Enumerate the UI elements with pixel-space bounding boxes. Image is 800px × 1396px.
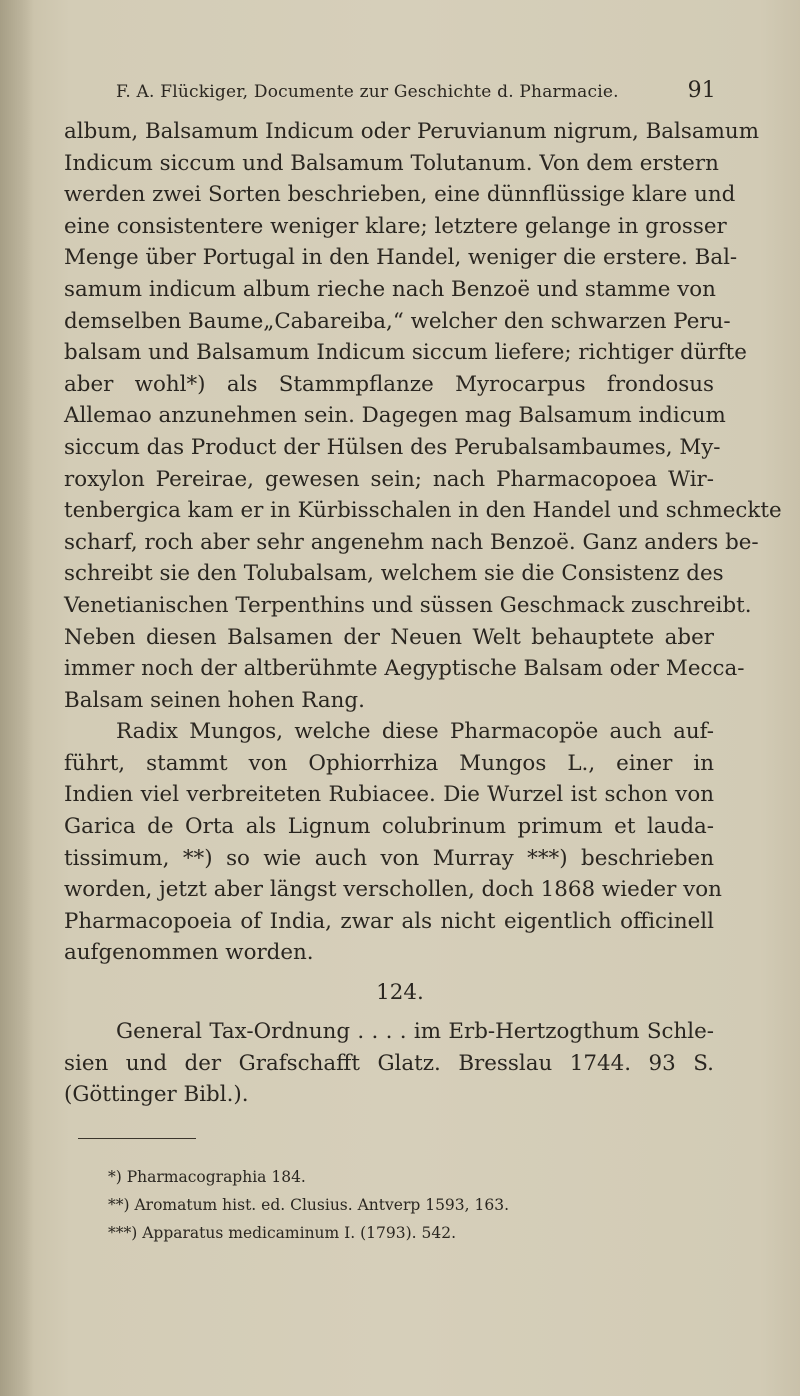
text-line: Allemao anzunehmen sein. Dagegen mag Balsamum indicum <box>64 403 726 429</box>
text-line: Neben diesen Balsamen der Neuen Welt behauptete aber <box>64 624 714 650</box>
text-line: Venetianischen Terpenthins und süssen Geschmack zuschreibt. <box>64 592 752 618</box>
entry-line: (Göttinger Bibl.). <box>64 1082 249 1108</box>
text-line: siccum das Product der Hülsen des Perubalsambaumes, My- <box>64 434 721 460</box>
footnote: **) Aromatum hist. ed. Clusius. Antverp 1593, 163. <box>108 1196 510 1214</box>
footnote: ***) Apparatus medicaminum I. (1793). 542. <box>108 1224 457 1242</box>
text-line: roxylon Pereirae, gewesen sein; nach Pharmacopoea Wir- <box>64 466 714 492</box>
text-line: schreibt sie den Tolubalsam, welchem sie die Consistenz des <box>64 561 724 587</box>
text-line: eine consistentere weniger klare; letztere gelange in grosser <box>64 213 727 239</box>
text-line: Menge über Portugal in den Handel, weniger die erstere. Bal- <box>64 245 738 271</box>
book-binding-shadow <box>0 0 34 1396</box>
text-line: Pharmacopoeia of India, zwar als nicht eigentlich officinell <box>64 908 714 934</box>
text-line: tenbergica kam er in Kürbisschalen in den Handel und schmeckte <box>64 498 782 524</box>
text-line: immer noch der altberühmte Aegyptische Balsam oder Mecca- <box>64 656 745 682</box>
footnote: *) Pharmacographia 184. <box>108 1168 306 1186</box>
text-line: Balsam seinen hohen Rang. <box>64 687 365 713</box>
text-line: balsam und Balsamum Indicum siccum liefere; richtiger dürfte <box>64 340 747 366</box>
entry-line: General Tax-Ordnung . . . . im Erb-Hertzogthum Schle- <box>116 1019 714 1044</box>
text-line: führt, stammt von Ophiorrhiza Mungos L., einer in <box>64 750 714 776</box>
footnotes <box>108 1163 708 1247</box>
text-line: worden, jetzt aber längst verschollen, doch 1868 wieder von <box>64 877 722 903</box>
running-title: F. A. Flückiger, Documente zur Geschichte d. Pharmacie. <box>116 82 619 102</box>
text-line: samum indicum album rieche nach Benzoë und stamme von <box>64 276 716 302</box>
section-number: 124. <box>376 980 424 1005</box>
text-line: tissimum, **) so wie auch von Murray ***) beschrieben <box>64 845 714 871</box>
text-line: Radix Mungos, welche diese Pharmacopöe auch auf- <box>116 719 714 745</box>
entry-line: sien und der Grafschafft Glatz. Bresslau 1744. 93 S. <box>64 1050 714 1076</box>
bibliographic-entry <box>64 1015 714 1110</box>
page-number: 91 <box>687 78 716 103</box>
body-text <box>64 116 782 969</box>
text-line: Indien viel verbreiteten Rubiacee. Die Wurzel ist schon von <box>64 782 714 808</box>
text-line: demselben Baume„Cabareiba,“ welcher den schwarzen Peru- <box>64 308 731 334</box>
text-line: aufgenommen worden. <box>64 940 314 966</box>
text-line: Indicum siccum und Balsamum Tolutanum. Von dem erstern <box>64 150 719 176</box>
page-header <box>116 78 716 106</box>
text-line: scharf, roch aber sehr angenehm nach Benzoë. Ganz anders be- <box>64 529 759 555</box>
footnote-separator <box>78 1138 196 1139</box>
text-line: album, Balsamum Indicum oder Peruvianum nigrum, Balsamum <box>64 119 759 144</box>
text-line: aber wohl*) als Stammpflanze Myrocarpus frondosus <box>64 371 714 397</box>
text-line: werden zwei Sorten beschrieben, eine dünnflüssige klare und <box>64 182 736 208</box>
text-line: Garica de Orta als Lignum colubrinum primum et lauda- <box>64 814 714 840</box>
